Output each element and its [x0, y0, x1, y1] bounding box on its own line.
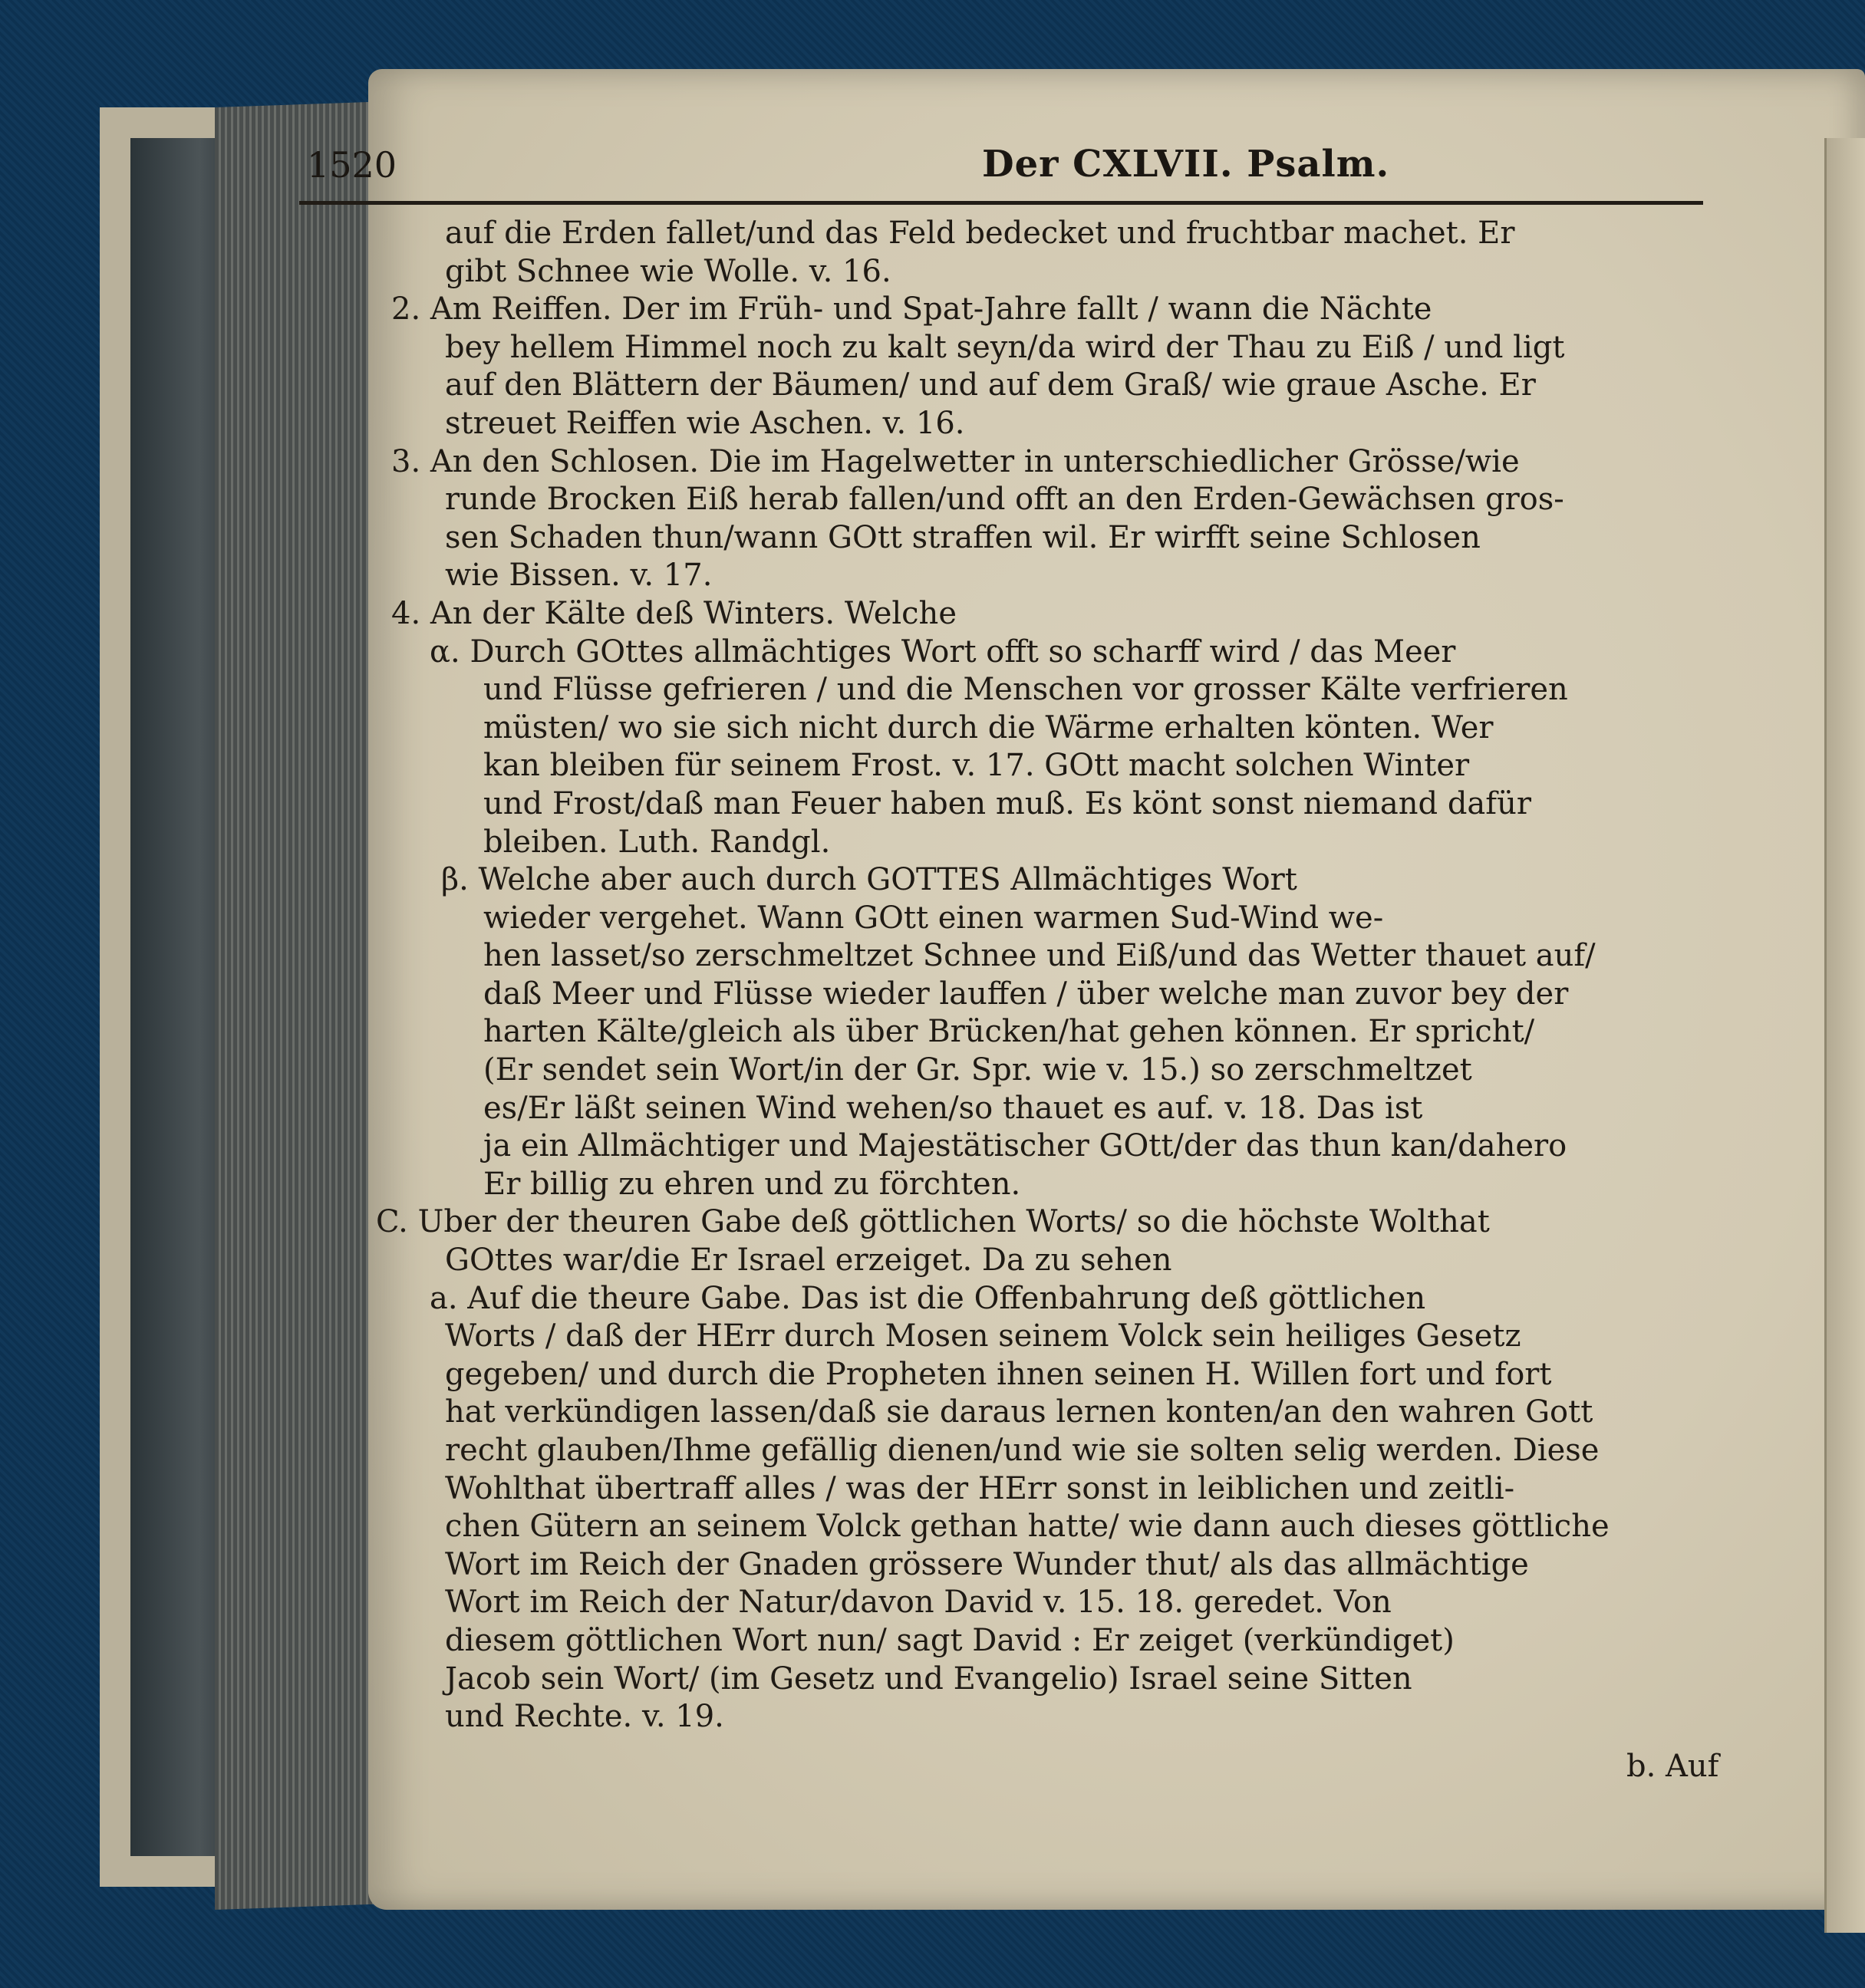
text-line: 3. An den Schlosen. Die im Hagelwetter in unterschiedlicher Grösse/wie — [391, 443, 1520, 479]
text-line: 4. An der Kälte deß Winters. Welche — [391, 595, 957, 631]
text-line: runde Brocken Eiß herab fallen/und offt an den Erden-Gewächsen gros- — [445, 482, 1564, 518]
page-number: 1520 — [307, 144, 397, 186]
text-line: es/Er läßt seinen Wind wehen/so thauet es auf. v. 18. Das ist — [483, 1090, 1423, 1126]
text-line: müsten/ wo sie sich nicht durch die Wärme erhalten könten. Wer — [483, 709, 1494, 746]
text-line: und Flüsse gefrieren / und die Menschen vor grosser Kälte verfrieren — [483, 672, 1568, 708]
text-line: Er billig zu ehren und zu förchten. — [483, 1166, 1021, 1202]
text-line: C. Uber der theuren Gabe deß göttlichen Worts/ so die höchste Wolthat — [376, 1204, 1490, 1240]
text-line: gegeben/ und durch die Propheten ihnen seinen H. Willen fort und fort — [445, 1356, 1552, 1392]
text-line: harten Kälte/gleich als über Brücken/hat gehen können. Er spricht/ — [483, 1014, 1535, 1050]
text-line: GOttes war/die Er Israel erzeiget. Da zu sehen — [445, 1242, 1172, 1279]
text-line: β. Welche aber auch durch GOTTES Allmächtiges Wort — [441, 862, 1297, 898]
text-line: auf den Blättern der Bäumen/ und auf dem Graß/ wie graue Asche. Er — [445, 367, 1536, 403]
text-line: hat verkündigen lassen/daß sie daraus lernen konten/an den wahren Gott — [445, 1394, 1593, 1430]
text-line: daß Meer und Flüsse wieder lauffen / über welche man zuvor bey der — [483, 976, 1569, 1012]
text-line: a. Auf die theure Gabe. Das ist die Offenbahrung deß göttlichen — [430, 1280, 1426, 1316]
text-line: ja ein Allmächtiger und Majestätischer GOtt/der das thun kan/dahero — [483, 1128, 1567, 1164]
text-line: Wort im Reich der Gnaden grössere Wunder thut/ als das allmächtige — [445, 1546, 1529, 1582]
text-line: Jacob sein Wort/ (im Gesetz und Evangelio) Israel seine Sitten — [445, 1661, 1412, 1697]
page-header — [307, 138, 1703, 199]
text-line: (Er sendet sein Wort/in der Gr. Spr. wie v. 15.) so zerschmeltzet — [483, 1052, 1472, 1088]
text-line: 2. Am Reiffen. Der im Früh- und Spat-Jahre fallt / wann die Nächte — [391, 291, 1432, 327]
page-body — [299, 215, 1718, 1736]
text-line: Wohlthat übertraff alles / was der HErr sonst in leiblichen und zeitli- — [445, 1470, 1515, 1506]
text-line: sen Schaden thun/wann GOtt straffen wil. Er wirfft seine Schlosen — [445, 519, 1481, 555]
text-line: recht glauben/Ihme gefällig dienen/und wie sie solten selig werden. Diese — [445, 1433, 1600, 1468]
text-line: streuet Reiffen wie Aschen. v. 16. — [445, 405, 965, 441]
text-line: chen Gütern an seinem Volck gethan hatte/ wie dann auch dieses göttliche — [445, 1509, 1610, 1545]
text-line: α. Durch GOttes allmächtiges Wort offt so scharff wird / das Meer — [430, 634, 1456, 670]
text-line: Worts / daß der HErr durch Mosen seinem Volck sein heiliges Gesetz — [445, 1318, 1521, 1354]
text-line: wie Bissen. v. 17. — [445, 558, 713, 594]
text-line: gibt Schnee wie Wolle. v. 16. — [445, 253, 891, 289]
text-line: auf die Erden fallet/und das Feld bedecket und fruchtbar machet. Er — [445, 216, 1515, 251]
header-rule — [299, 201, 1703, 205]
text-line: Wort im Reich der Natur/davon David v. 15. 18. geredet. Von — [445, 1585, 1392, 1621]
facing-page-edge — [1824, 138, 1865, 1933]
text-line: bey hellem Himmel noch zu kalt seyn/da wird der Thau zu Eiß / und ligt — [445, 329, 1565, 365]
text-line: hen lasset/so zerschmeltzet Schnee und Eiß/und das Wetter thauet auf/ — [483, 938, 1596, 974]
catchword: b. Auf — [1626, 1749, 1719, 1784]
text-line: bleiben. Luth. Randgl. — [483, 824, 831, 860]
text-line: wieder vergehet. Wann GOtt einen warmen Sud-Wind we- — [483, 900, 1384, 936]
text-line: kan bleiben für seinem Frost. v. 17. GOtt macht solchen Winter — [483, 748, 1470, 784]
text-line: und Frost/daß man Feuer haben muß. Es könt sonst niemand dafür — [483, 785, 1531, 821]
text-line: diesem göttlichen Wort nun/ sagt David : Er zeiget (verkündiget) — [445, 1622, 1455, 1658]
text-line: und Rechte. v. 19. — [445, 1699, 724, 1735]
running-head: Der CXLVII. Psalm. — [982, 143, 1390, 186]
